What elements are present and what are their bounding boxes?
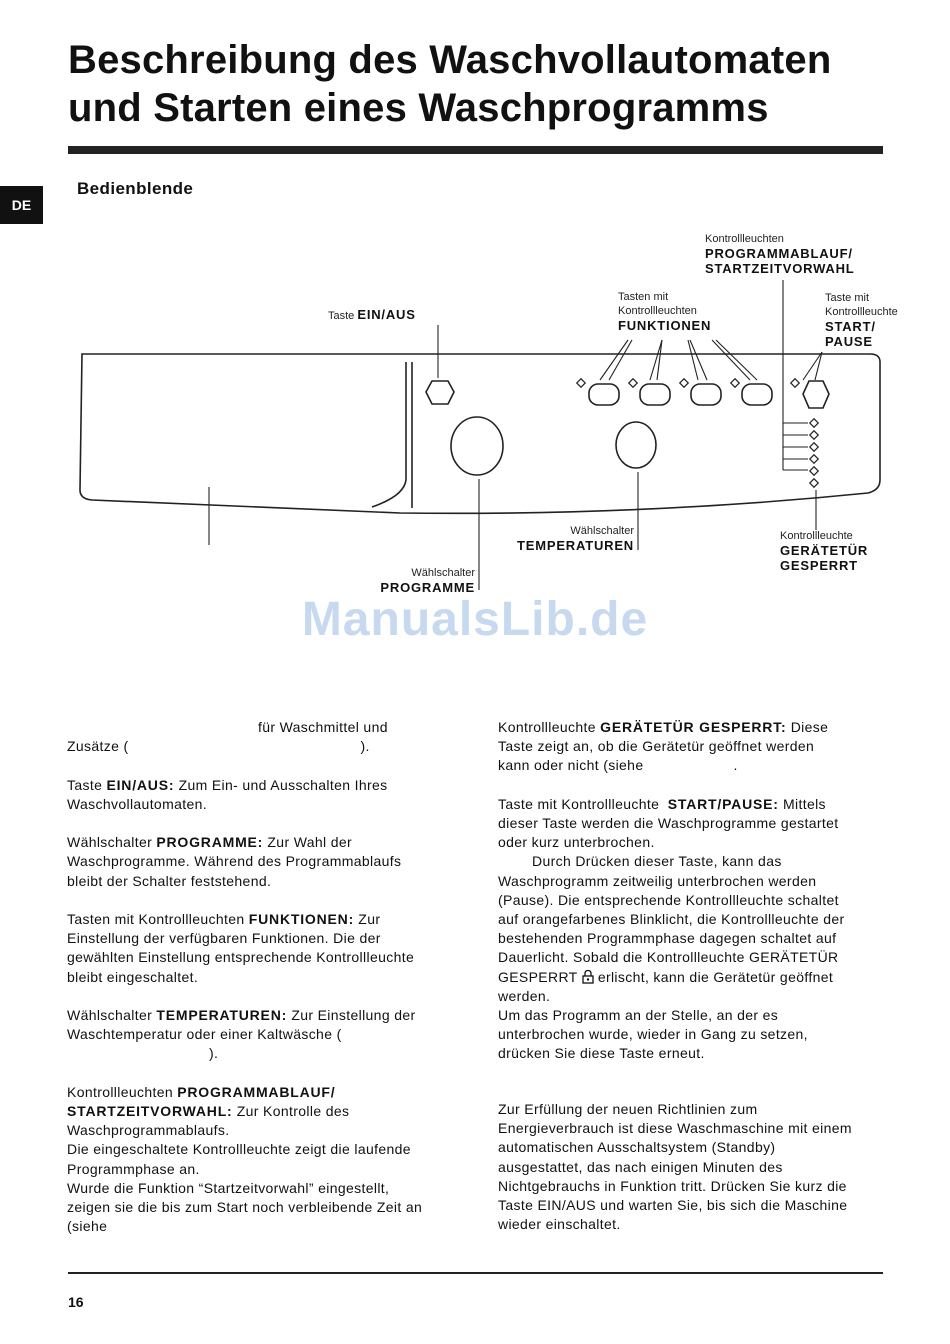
paragraph-waschmittel: für Waschmittel und Zusätze ( ). — [67, 719, 388, 755]
label-ein-aus: Taste EIN/AUS — [328, 307, 416, 322]
label-programmablauf: Kontrollleuchten PROGRAMMABLAUF/ STARTZEITVORWAHL — [705, 233, 855, 276]
power-button — [426, 381, 454, 404]
phase-led-2 — [810, 431, 818, 439]
start-pause-led — [791, 379, 799, 387]
function-led-1 — [577, 379, 585, 387]
label-temperaturen: Wählschalter TEMPERATUREN — [517, 525, 634, 553]
function-button-4 — [742, 384, 772, 405]
right-column — [498, 718, 888, 1083]
function-led-2 — [629, 379, 637, 387]
left-column — [67, 718, 457, 1256]
start-pause-button — [803, 381, 829, 408]
phase-led-1 — [810, 419, 818, 427]
footer-rule — [68, 1272, 883, 1274]
function-button-2 — [640, 384, 670, 405]
paragraph-start-pause: Taste mit Kontrollleuchte START/PAUSE: Mittels dieser Taste werden die Waschprogramme gestartet oder kurz unterbrochen. Durch Drücken dieser Taste, kann das Waschprogramm zeitweilig unterbrochen werden (Pause). Die entsprechende Kontrollleuchte schaltet auf orangefarbenes Blinklicht, die Kontrollleuchte der bestehenden Programmphase dagegen schaltet auf Dauerlicht. Sobald die Kontrollleuchte GERÄTETÜR GESPERRT erlischt, kann die Gerätetür geöffnet werden. Um das Programm an der Stelle, an der es unterbrochen wurde, wieder in Gang zu setzen, drücken Sie diese Taste erneut. — [498, 795, 845, 1062]
paragraph-programmablauf: Kontrollleuchten PROGRAMMABLAUF/ STARTZEITVORWAHL: Zur Kontrolle des Waschprogrammablaufs. Die eingeschaltete Kontrollleuchte zeigt die laufende Programmphase an. Wurde die Funktion “Startzeitvorwahl” eingestellt, zeigen sie die bis zum Start noch verbleibende Zeit an (siehe — [67, 1083, 423, 1235]
label-start-pause: Taste mit Kontrollleuchte START/ PAUSE — [825, 292, 898, 349]
paragraph-funktionen: Tasten mit Kontrollleuchten FUNKTIONEN: Zur Einstellung der verfügbaren Funktionen. Die der gewählten Einstellung entsprechende Kontrollleuchte bleibt eingeschaltet. — [67, 910, 415, 985]
page-title-line-2: und Starten eines Waschprogramms — [68, 86, 769, 130]
function-button-1 — [589, 384, 619, 405]
function-led-3 — [680, 379, 688, 387]
page-title-line-1: Beschreibung des Waschvollautomaten — [68, 38, 832, 82]
phase-led-4 — [810, 455, 818, 463]
paragraph-standby: Zur Erfüllung der neuen Richtlinien zum Energieverbrauch ist diese Waschmaschine mit einem automatischen Ausschaltsystem (Standby) ausgestattet, das nach einigen Minuten des Nichtgebrauchs in Funktion tritt. Drücken Sie kurz die Taste EIN/AUS und warten Sie, bis sich die Maschine wieder einschaltet. — [498, 1101, 852, 1233]
phase-led-5 — [810, 467, 818, 475]
programme-knob — [451, 417, 503, 475]
panel-outline — [80, 354, 880, 513]
section-heading: Bedienblende — [77, 179, 194, 198]
paragraph-geraetetuer: Kontrollleuchte GERÄTETÜR GESPERRT: Diese Taste zeigt an, ob die Gerätetür geöffnet werden kann oder nicht (siehe . — [498, 719, 829, 774]
function-led-4 — [731, 379, 739, 387]
paragraph-ein-aus: Taste EIN/AUS: Zum Ein- und Ausschalten Ihres Waschvollautomaten. — [67, 776, 388, 812]
label-funktionen: Tasten mit Kontrollleuchten FUNKTIONEN — [618, 291, 712, 333]
label-programme: Wählschalter PROGRAMME — [380, 567, 475, 595]
door-locked-led — [810, 479, 818, 487]
function-button-3 — [691, 384, 721, 405]
page-number: 16 — [68, 1294, 84, 1310]
watermark: ManualsLib.de — [301, 593, 649, 646]
temperature-knob — [616, 422, 656, 468]
label-geraetetuer: Kontrollleuchte GERÄTETÜR GESPERRT — [780, 530, 869, 573]
language-tab: DE — [0, 186, 43, 224]
lock-icon — [582, 969, 594, 984]
paragraph-programme: Wählschalter PROGRAMME: Zur Wahl der Waschprogramme. Während des Programmablaufs bleibt der Schalter feststehend. — [67, 834, 402, 889]
paragraph-temperaturen: Wählschalter TEMPERATUREN: Zur Einstellung der Waschtemperatur oder einer Kaltwäsche ( ). — [67, 1006, 416, 1062]
phase-led-3 — [810, 443, 818, 451]
drawer-curve — [372, 362, 406, 507]
